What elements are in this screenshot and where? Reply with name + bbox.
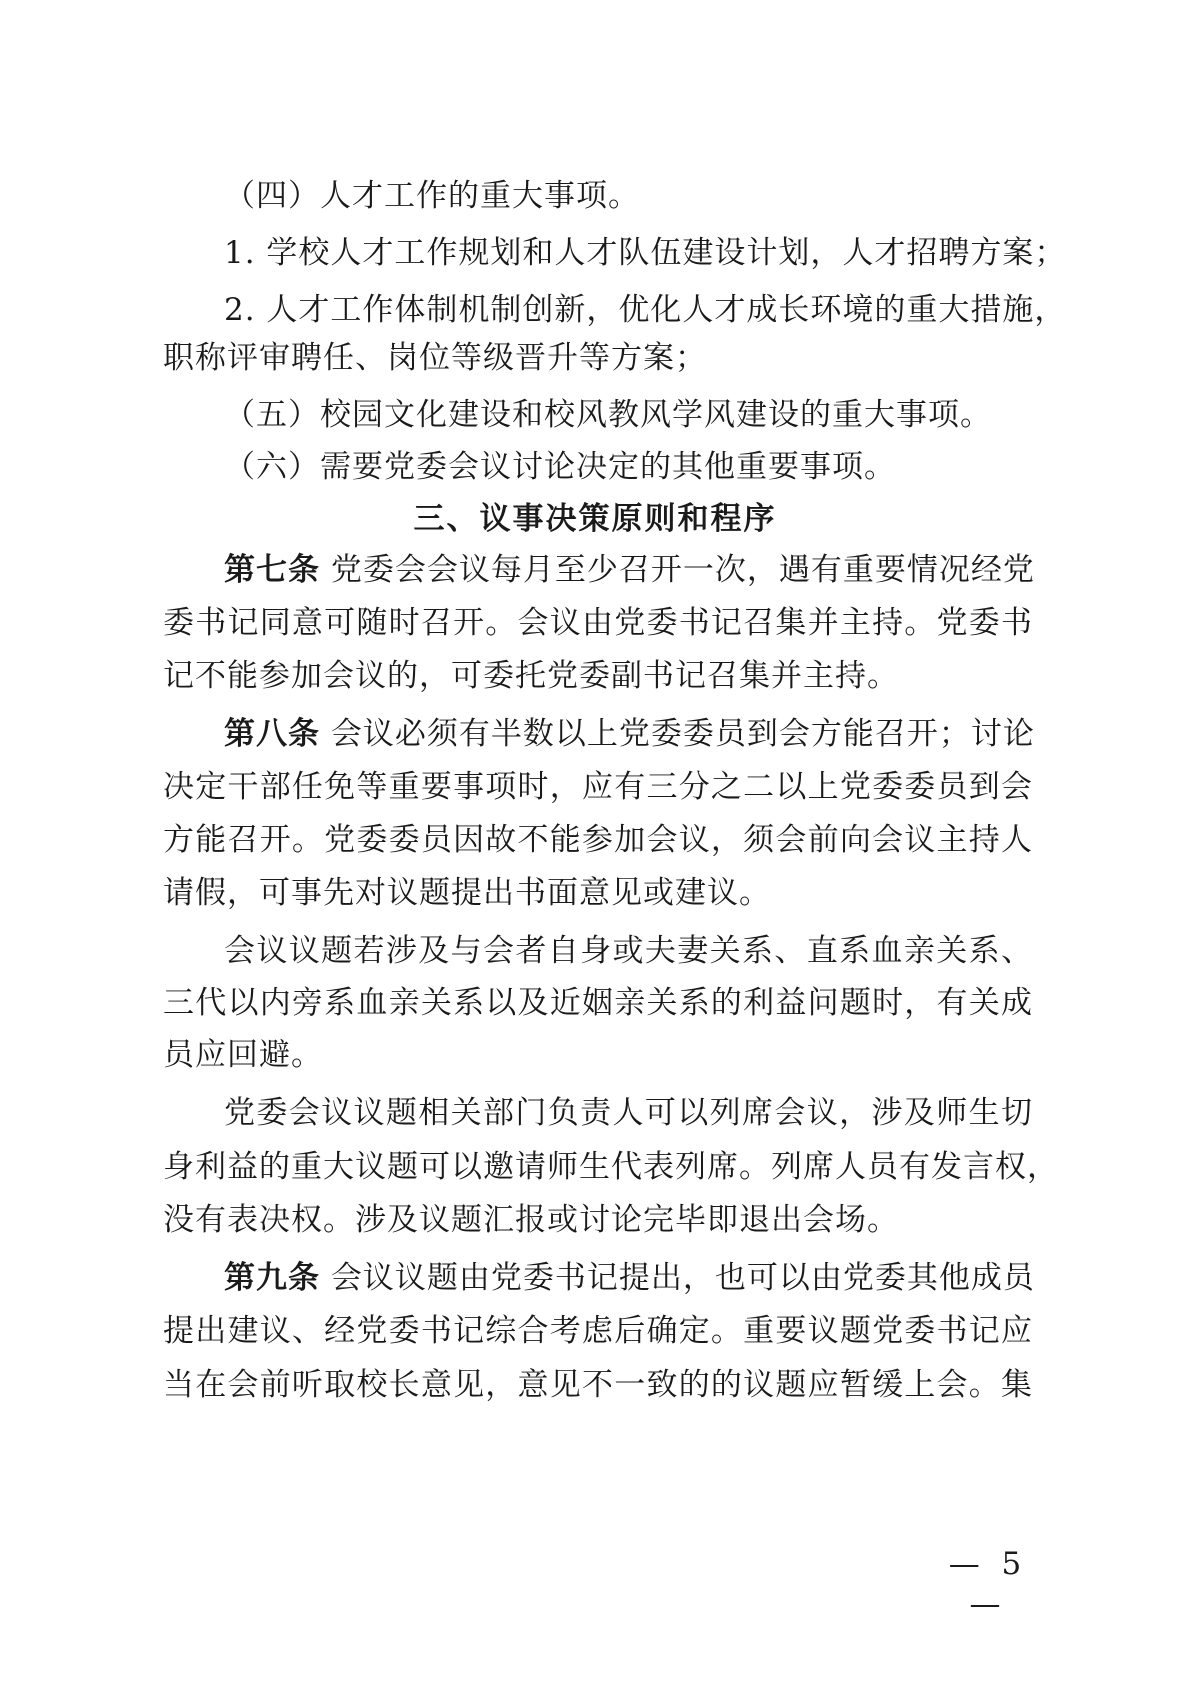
item-4-1: 1. 学校人才工作规划和人才队伍建设计划，人才招聘方案；	[224, 235, 1067, 271]
attendance-line-1: 党委会议议题相关部门负责人可以列席会议，涉及师生切	[224, 1095, 1033, 1131]
article-8-line-2: 决定干部任免等重要事项时，应有三分之二以上党委委员到会	[163, 769, 1033, 805]
article-9-line-3: 当在会前听取校长意见，意见不一致的的议题应暂缓上会。集	[163, 1367, 1033, 1403]
section-3-title: 三、议事决策原则和程序	[413, 501, 777, 537]
article-9-line-1	[224, 1258, 1033, 1298]
article-9-label: 第九条	[224, 1260, 320, 1296]
article-9-line-2: 提出建议、经党委书记综合考虑后确定。重要议题党委书记应	[163, 1313, 1033, 1349]
item-4-heading: （四）人才工作的重大事项。	[224, 178, 640, 214]
article-8-line-1	[224, 714, 1033, 754]
article-8-line-3: 方能召开。党委委员因故不能参加会议，须会前向会议主持人	[163, 822, 1033, 858]
item-4-2-line-1: 2. 人才工作体制机制创新，优化人才成长环境的重大措施，	[224, 292, 1067, 328]
avoidance-line-1: 会议议题若涉及与会者自身或夫妻关系、直系血亲关系、	[224, 933, 1033, 969]
article-7-text-1: 党委会会议每月至少召开一次，遇有重要情况经党	[330, 552, 1035, 588]
page-number: — 5 —	[948, 1546, 1028, 1622]
item-4-2-line-2: 职称评审聘任、岗位等级晋升等方案；	[163, 340, 707, 376]
avoidance-line-2: 三代以内旁系血亲关系以及近姻亲关系的利益问题时，有关成	[163, 985, 1033, 1021]
article-7-line-3: 记不能参加会议的，可委托党委副书记召集并主持。	[163, 658, 899, 694]
article-8-text-1: 会议必须有半数以上党委委员到会方能召开；讨论	[330, 716, 1035, 752]
avoidance-line-3: 员应回避。	[163, 1037, 323, 1073]
article-8-label: 第八条	[224, 716, 320, 752]
article-9-text-1: 会议议题由党委书记提出，也可以由党委其他成员	[330, 1260, 1035, 1296]
article-7-line-1	[224, 550, 1033, 590]
attendance-line-2: 身利益的重大议题可以邀请师生代表列席。列席人员有发言权，	[163, 1149, 1059, 1185]
item-5: （五）校园文化建设和校风教风学风建设的重大事项。	[224, 397, 992, 433]
item-6: （六）需要党委会议讨论决定的其他重要事项。	[224, 449, 896, 485]
article-7-label: 第七条	[224, 552, 320, 588]
article-7-line-2: 委书记同意可随时召开。会议由党委书记召集并主持。党委书	[163, 605, 1033, 641]
article-8-line-4: 请假，可事先对议题提出书面意见或建议。	[163, 875, 771, 911]
attendance-line-3: 没有表决权。涉及议题汇报或讨论完毕即退出会场。	[163, 1202, 899, 1238]
